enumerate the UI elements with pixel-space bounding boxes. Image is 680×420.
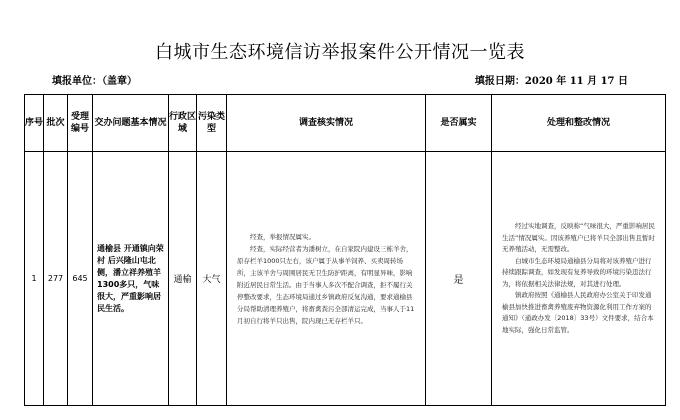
table-header-row bbox=[25, 95, 666, 152]
header-issue: 交办问题基本情况 bbox=[93, 95, 169, 152]
handling-paragraph-3: 镇政府按照《通榆县人民政府办公室关于印发通榆县加快推进畜禽养殖废弃物资源化利用工作方案的通知》（通政办发〔2018〕33号）文件要求，结合本地实际，强化日常监管。 bbox=[502, 291, 654, 334]
cell-seq: 1 bbox=[25, 152, 44, 406]
header-batch: 批次 bbox=[44, 95, 68, 152]
header-seq: 序号 bbox=[25, 95, 44, 152]
header-pollution-type: 污染类型 bbox=[197, 95, 227, 152]
cell-accept-no: 645 bbox=[68, 152, 93, 406]
cell-batch: 277 bbox=[44, 152, 68, 406]
header-region: 行政区域 bbox=[169, 95, 197, 152]
table-row bbox=[25, 152, 666, 406]
cell-handling bbox=[492, 152, 666, 406]
filling-unit-label: 填报单位：（盖章） bbox=[52, 76, 137, 87]
complaint-table bbox=[24, 94, 666, 406]
header-investigation: 调查核实情况 bbox=[227, 95, 426, 152]
cell-region: 通榆 bbox=[169, 152, 197, 406]
cell-pollution-type: 大气 bbox=[197, 152, 227, 406]
handling-paragraph-1: 经过实地调查，反映称“气味很大，严重影响居民生活”情况属实。因该养殖户已将羊只全部出售且暂时无养殖活动，无需整改。 bbox=[502, 222, 655, 253]
cell-issue: 通榆县 开通镇向荣村 后兴隆山屯北侧，潘立祥养殖羊1300多只，气味很大，严重影响居民生活。 bbox=[93, 152, 169, 406]
handling-paragraph-2: 白城市生态环境局通榆县分局将对该养殖户进行持续跟踪调查，如发现有复养导致的环境污染违法行为，将依据相关法律法规，对其进行处理。 bbox=[502, 256, 652, 288]
investigation-detail: 经查，实际经营者为潘树立，在自家院内建设三栋羊舍，原存栏羊1000只左右，该户属于从事羊饲养、买卖周转场所，主该羊舍与周围居民无卫生防护距离，有明显异味，影响附近居民日常生活。由于当事人多次不配合调查，拒不履行关停整改要求，生态环境局通过乡镇政府反复沟通，要求通榆县分局帮助清理养殖户，将畜禽粪污全部清运完成，当事人于11月初自行将羊只出售，院内现已无存栏羊只。 bbox=[237, 244, 415, 325]
header-is-true: 是否属实 bbox=[426, 95, 492, 152]
cell-is-true: 是 bbox=[426, 152, 492, 406]
investigation-summary: 经查，举报情况属实。 bbox=[250, 232, 315, 241]
header-handling: 处理和整改情况 bbox=[492, 95, 666, 152]
filling-date-label: 填报日期：2020 年 11 月 17 日 bbox=[474, 76, 628, 87]
cell-investigation bbox=[227, 152, 426, 406]
page-title: 白城市生态环境信访举报案件公开情况一览表 bbox=[155, 42, 525, 63]
header-accept-no: 受理编号 bbox=[68, 95, 93, 152]
